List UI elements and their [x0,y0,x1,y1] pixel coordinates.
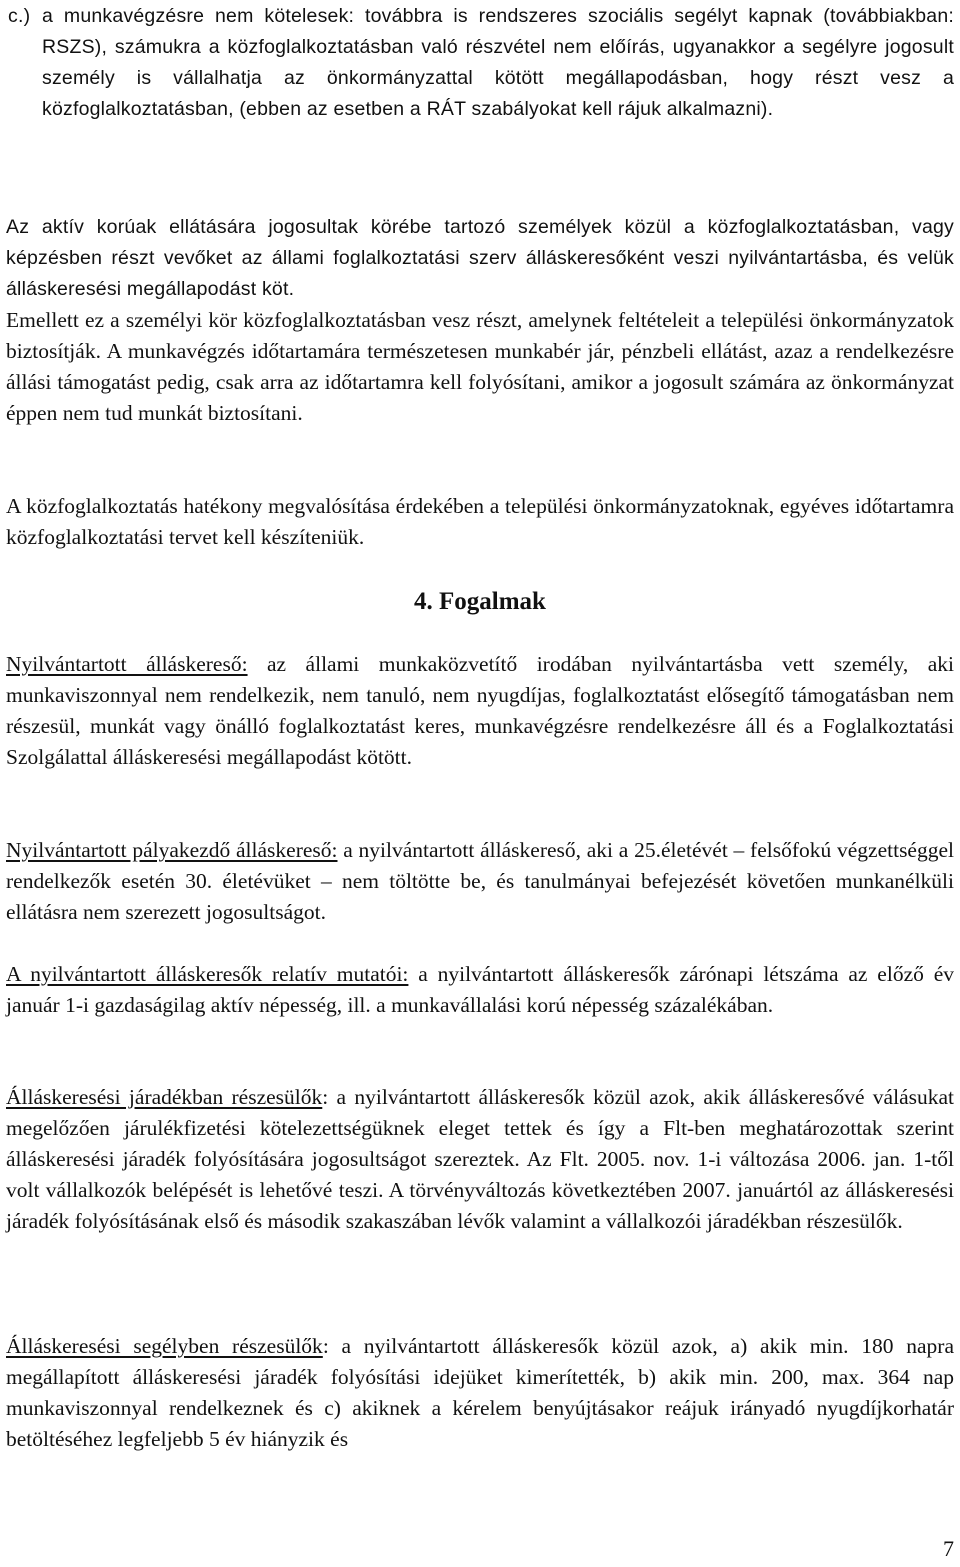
list-item-c [8,1,954,125]
definition-text: az állami munkaközvetítő irodában nyilvántartásba vett személy, aki munkaviszonnyal nem rendelkezik, nem tanuló, nem nyugdíjas, foglalkoztatást elősegítő támogatásban nem részesül, munkát vagy önálló foglalkoztatást keres, munkavégzésre rendelkezésre áll és a Foglalkoztatási Szolgálattal álláskeresési megállapodást kötött. [6,652,954,769]
paragraph-plan: A közfoglalkoztatás hatékony megvalósítása érdekében a települési önkormányzatoknak, egyéves időtartamra közfoglalkoztatási tervet kell készíteniük. [6,494,954,549]
section-heading: 4. Fogalmak [414,588,546,615]
definition-text: : a nyilvántartott álláskeresők közül azok, akik álláskeresővé válásukat megelőzően járulékfizetési kötelezettségüknek eleget tettek és így a Flt-ben meghatározottak szerint álláskeresési járadék folyósítására jogosultságot szereztek. Az Flt. 2005. nov. 1-i változása 2006. jan. 1-től volt vállalkozók belépését is lehetővé teszi. A törvényváltozás következtében 2007. januártól az álláskeresési járadék folyósításának első és második szakaszában lévők valamint a vállalkozói járadékban részesülők. [6,1085,954,1233]
definition-career-starter [6,835,954,928]
definition-text: : a nyilvántartott álláskeresők közül azok, a) akik min. 180 napra megállapított álláskeresési járadék folyósítási idejüket kimerítették, b) akik min. 200, max. 364 nap munkaviszonnyal rendelkeznek és c) akiknek a kérelem benyújtásakor reájuk irányadó nyugdíjkorhatár betöltéséhez legfeljebb 5 év hiányzik és [6,1334,955,1451]
page-number: 7 [943,1536,954,1561]
definition-jobseeker-aid [6,1331,954,1455]
definition-registered-jobseeker [6,649,954,773]
list-marker: c.) [8,5,31,27]
definition-relative-indicators [6,959,954,1021]
definition-text: a nyilvántartott álláskeresők zárónapi létszáma az előző év január 1-i gazdaságilag aktív népesség, ill. a munkavállalási korú népesség százalékában. [6,962,955,1017]
list-item-text: a munkavégzésre nem kötelesek: továbbra is rendszeres szociális segélyt kapnak (továbbiakban: RSZS), számukra a közfoglalkoztatásban való részvétel nem előírás, ugyanakkor a segélyre jogosult személy is vállalhatja az önkormányzattal kötött megállapodásban, hogy részt vesz a közfoglalkoztatásban, (ebben az esetben a RÁT szabályokat kell rájuk alkalmazni). [42,5,954,120]
paragraph-active-age: Az aktív korúak ellátására jogosultak körébe tartozó személyek közül a közfoglalkoztatásban, vagy képzésben részt vevőket az állami foglalkoztatási szerv álláskeresőként veszi nyilvántartásba, és velük álláskeresési megállapodást köt. [6,216,954,300]
definition-text: a nyilvántartott álláskereső, aki a 25.életévét – felsőfokú végzettséggel rendelkezők esetén 30. életévüket – nem töltötte be, és tanulmányai befejezését követően munkanélküli ellátásra nem szerezett jogosultságot. [6,838,954,924]
definition-term: Álláskeresési segélyben részesülők [6,1334,323,1358]
paragraph-besides: Emellett ez a személyi kör közfoglalkoztatásban vesz részt, amelynek feltételeit a települési önkormányzatok biztosítják. A munkavégzés időtartamára természetesen munkabér jár, pénzbeli ellátást, azaz a rendelkezésre állási támogatást pedig, csak arra az időtartamra kell folyósítani, amikor a jogosult számára az önkormányzat éppen nem tud munkát biztosítani. [6,308,954,425]
definition-term: Nyilvántartott pályakezdő álláskereső: [6,838,338,862]
definition-jobseeker-allowance [6,1082,954,1237]
definition-term: Álláskeresési járadékban részesülők [6,1085,323,1109]
definition-term: A nyilvántartott álláskeresők relatív mutatói: [6,962,409,986]
definition-term: Nyilvántartott álláskereső: [6,652,248,676]
